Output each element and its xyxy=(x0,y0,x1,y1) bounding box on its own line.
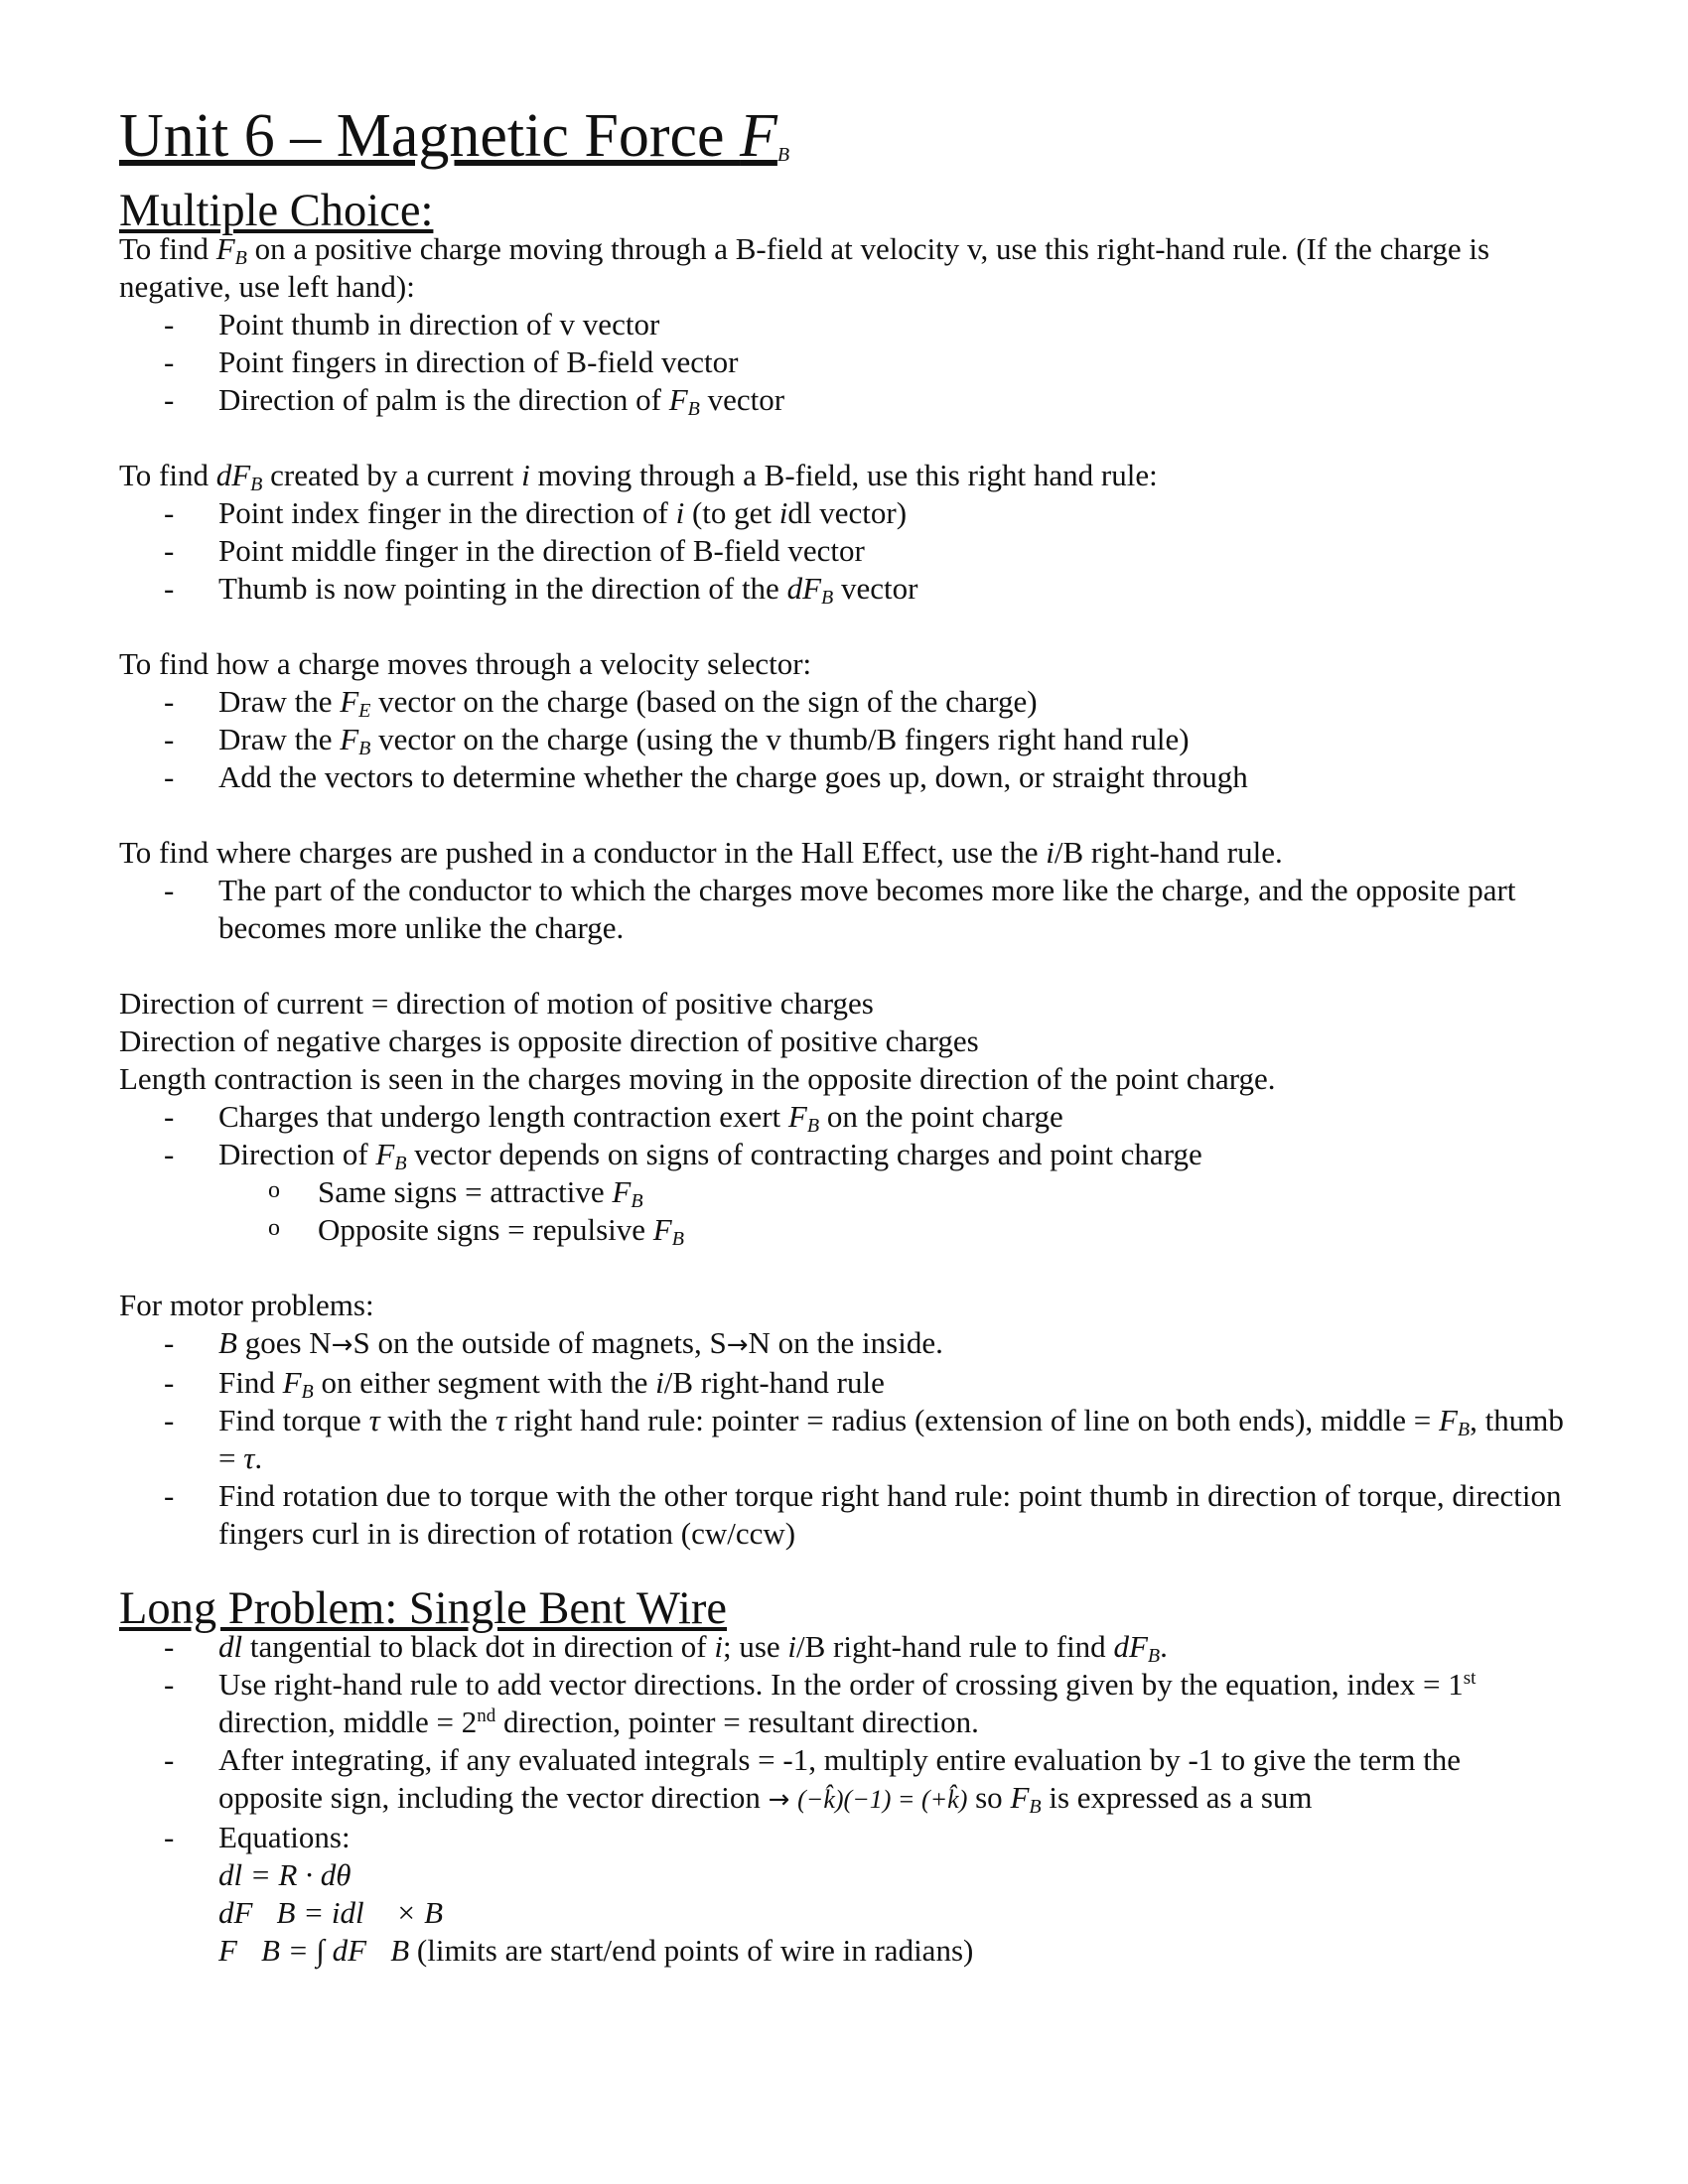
negative-charge-line: Direction of negative charges is opposite direction of positive charges xyxy=(119,1024,979,1058)
list-item: - Find torque τ with the τ right hand rule: pointer = radius (extension of line on both ends), middle = $F_B$, thumb = τ. xyxy=(119,1402,1569,1477)
long-problem-heading: Long Problem: Single Bent Wire xyxy=(119,1583,728,1634)
sign-flip-expression: (−k̂)(−1) = (+k̂) xyxy=(797,1785,968,1814)
list-item: - After integrating, if any evaluated integrals = -1, multiply entire evaluation by -1 to give the term the opposite sign, including the vector direction → (−k̂)(−1) = (+k̂) so $F_B$ is expressed as a sum xyxy=(119,1741,1569,1819)
rhr-charge-list xyxy=(119,306,1569,419)
list-item: - Direction of $F_B$ vector depends on signs of contracting charges and point charge o Same signs = attractive $F_B$ o Opposite signs = repulsive $F_B$ xyxy=(119,1136,1569,1249)
long-problem-list xyxy=(119,1628,1569,1970)
sign-sublist xyxy=(218,1173,1569,1249)
right-arrow-icon: → xyxy=(768,1785,790,1815)
multiple-choice-section xyxy=(119,186,1569,1553)
fb-symbol: F xyxy=(740,102,777,170)
list-item: - dl tangential to black dot in direction of i; use i/B right-hand rule to find $dF_B$. xyxy=(119,1628,1569,1666)
equation-dl: dl = R · dθ xyxy=(218,1857,352,1892)
list-item: - Draw the $F_E$ vector on the charge (based on the sign of the charge) xyxy=(119,683,1569,721)
velocity-selector-intro: To find how a charge moves through a velocity selector: xyxy=(119,646,812,681)
velocity-selector-list xyxy=(119,683,1569,796)
rhr-current-list xyxy=(119,494,1569,608)
document-page xyxy=(119,102,1569,1970)
list-item: - Point thumb in direction of v vector xyxy=(119,306,1569,343)
list-item: - Point index finger in the direction of i (to get idl vector) xyxy=(119,494,1569,532)
right-arrow-icon: → xyxy=(331,1330,353,1360)
right-arrow-icon: → xyxy=(726,1330,749,1360)
list-item: - Draw the $F_B$ vector on the charge (using the v thumb/B fingers right hand rule) xyxy=(119,721,1569,758)
list-item: o Same signs = attractive $F_B$ xyxy=(218,1173,1569,1211)
equation-dfb: dF⃗B = idl⃗ × B⃗ xyxy=(218,1895,468,1930)
length-contraction-line: Length contraction is seen in the charges moving in the opposite direction of the point charge. xyxy=(119,1061,1276,1096)
long-problem-section xyxy=(119,1583,1569,1970)
hall-effect-intro: To find where charges are pushed in a conductor in the Hall Effect, use the i/B right-hand rule. xyxy=(119,835,1283,870)
list-item: - The part of the conductor to which the charges move becomes more like the charge, and the opposite part becomes more unlike the charge. xyxy=(119,872,1569,947)
multiple-choice-heading: Multiple Choice: xyxy=(119,186,434,236)
list-item: - Equations: dl = R · dθ dF⃗B = idl⃗ × B⃗ F⃗B = ∫ dF⃗B (limits are start/end points of wire in radians) xyxy=(119,1819,1569,1970)
page-title: Unit 6 – Magnetic Force $F_B$ xyxy=(119,102,790,170)
list-item: - Point middle finger in the direction of B-field vector xyxy=(119,532,1569,570)
list-item: - B goes N→S on the outside of magnets, S→N on the inside. xyxy=(119,1324,1569,1364)
list-item: - Direction of palm is the direction of $F_B$ vector xyxy=(119,381,1569,419)
list-item: o Opposite signs = repulsive $F_B$ xyxy=(218,1211,1569,1249)
list-item: - Add the vectors to determine whether the charge goes up, down, or straight through xyxy=(119,758,1569,796)
list-item: - Charges that undergo length contraction exert $F_B$ on the point charge xyxy=(119,1098,1569,1136)
hall-effect-list xyxy=(119,872,1569,947)
motor-problems-list xyxy=(119,1324,1569,1553)
rhr-current-intro: To find $dF_B$ created by a current i moving through a B-field, use this right hand rule: xyxy=(119,458,1158,495)
rhr-charge-intro: To find $F_B$ on a positive charge moving through a B-field at velocity v, use this right-hand rule. (If the charge is negative, use left hand): xyxy=(119,231,1490,304)
length-contraction-list xyxy=(119,1098,1569,1249)
list-item: - Thumb is now pointing in the direction of the $dF_B$ vector xyxy=(119,570,1569,608)
equation-fb: F⃗B = ∫ dF⃗B (limits are start/end points of wire in radians) xyxy=(218,1933,974,1968)
list-item: - Find $F_B$ on either segment with the i/B right-hand rule xyxy=(119,1364,1569,1402)
current-direction-line: Direction of current = direction of motion of positive charges xyxy=(119,986,874,1021)
list-item: - Use right-hand rule to add vector directions. In the order of crossing given by the equation, index = 1st direction, middle = 2nd direction, pointer = resultant direction. xyxy=(119,1666,1569,1741)
list-item: - Point fingers in direction of B-field vector xyxy=(119,343,1569,381)
motor-problems-intro: For motor problems: xyxy=(119,1288,374,1322)
list-item: - Find rotation due to torque with the other torque right hand rule: point thumb in direction of torque, direction fingers curl in is direction of rotation (cw/ccw) xyxy=(119,1477,1569,1553)
